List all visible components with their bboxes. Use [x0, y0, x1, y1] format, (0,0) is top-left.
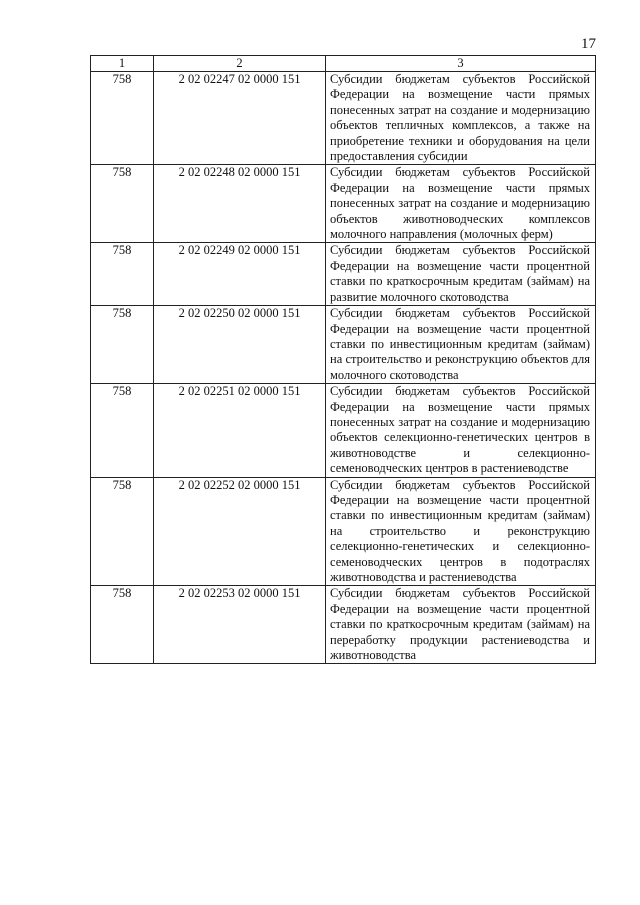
- admin-code-cell: 758: [91, 306, 154, 384]
- description-cell: Субсидии бюджетам субъектов Российской Федерации на возмещение части прямых понесенных затрат на создание и модернизацию объектов тепличных комплексов, а также на приобретение техники и оборудования на цели предоставления субсидии: [326, 72, 596, 165]
- table-row: [91, 586, 596, 664]
- table-row: [91, 306, 596, 384]
- column-header-3: 3: [326, 56, 596, 72]
- description-cell: Субсидии бюджетам субъектов Российской Федерации на возмещение части процентной ставки по инвестиционным кредитам (займам) на строительство и реконструкцию селекционно-генетических и селекционно-семеноводческих центров в подотраслях животноводства и растениеводства: [326, 477, 596, 586]
- budget-code-cell: 2 02 02248 02 0000 151: [154, 165, 326, 243]
- column-header-2: 2: [154, 56, 326, 72]
- budget-codes-table: [90, 55, 596, 664]
- description-cell: Субсидии бюджетам субъектов Российской Федерации на возмещение части процентной ставки по краткосрочным кредитам (займам) на переработку продукции растениеводства и животноводства: [326, 586, 596, 664]
- table-row: [91, 243, 596, 306]
- description-cell: Субсидии бюджетам субъектов Российской Федерации на возмещение части прямых понесенных затрат на создание и модернизацию объектов селекционно-генетических центров в животноводстве и селекционно-семеноводческих центров в растениеводстве: [326, 384, 596, 477]
- budget-code-cell: 2 02 02249 02 0000 151: [154, 243, 326, 306]
- table-body: [91, 72, 596, 664]
- description-cell: Субсидии бюджетам субъектов Российской Федерации на возмещение части процентной ставки по краткосрочным кредитам (займам) на развитие молочного скотоводства: [326, 243, 596, 306]
- budget-code-cell: 2 02 02253 02 0000 151: [154, 586, 326, 664]
- admin-code-cell: 758: [91, 586, 154, 664]
- budget-code-cell: 2 02 02250 02 0000 151: [154, 306, 326, 384]
- budget-code-cell: 2 02 02252 02 0000 151: [154, 477, 326, 586]
- budget-code-cell: 2 02 02247 02 0000 151: [154, 72, 326, 165]
- table-row: [91, 72, 596, 165]
- admin-code-cell: 758: [91, 384, 154, 477]
- description-cell: Субсидии бюджетам субъектов Российской Федерации на возмещение части прямых понесенных затрат на создание и модернизацию объектов животноводческих комплексов молочного направления (молочных ферм): [326, 165, 596, 243]
- admin-code-cell: 758: [91, 165, 154, 243]
- table-row: [91, 477, 596, 586]
- table-header-row: [91, 56, 596, 72]
- budget-code-cell: 2 02 02251 02 0000 151: [154, 384, 326, 477]
- admin-code-cell: 758: [91, 72, 154, 165]
- column-header-1: 1: [91, 56, 154, 72]
- admin-code-cell: 758: [91, 477, 154, 586]
- page-number: 17: [581, 36, 596, 52]
- table-header: [91, 56, 596, 72]
- table-row: [91, 165, 596, 243]
- table-row: [91, 384, 596, 477]
- admin-code-cell: 758: [91, 243, 154, 306]
- description-cell: Субсидии бюджетам субъектов Российской Федерации на возмещение части процентной ставки по инвестиционным кредитам (займам) на строительство и реконструкцию объектов для молочного скотоводства: [326, 306, 596, 384]
